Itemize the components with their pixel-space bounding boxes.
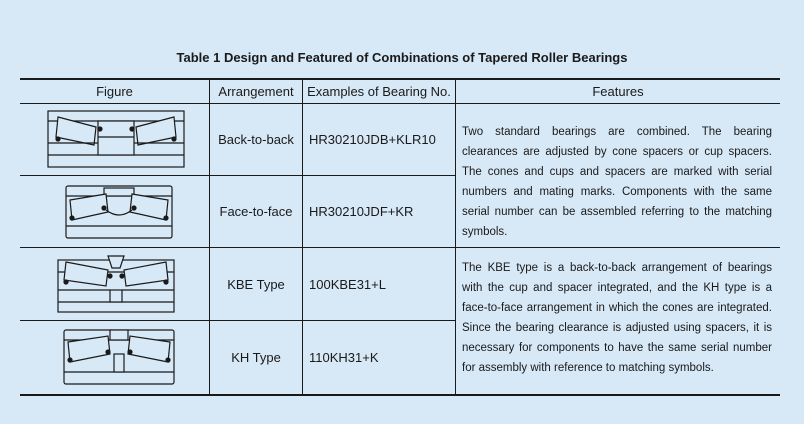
arrangement-cell: Back-to-back — [218, 132, 294, 147]
col-divider-2 — [302, 80, 303, 394]
face-to-face-bearing-diagram-icon — [62, 180, 176, 244]
table-bottom-rule — [20, 394, 780, 396]
header-features: Features — [592, 84, 644, 99]
arrangement-cell: KH Type — [231, 350, 281, 365]
kbe-type-bearing-diagram-icon — [54, 252, 178, 318]
features-text: The KBE type is a back-to-back arrangement of bearings with the cup and spacer integrated, and the KH type is a face-to-face arrangement in which the cones are integrated. Since the bearing clearance is adjusted using spacers, it is necessary for components to have the same serial number for assembly with reference to matching symbols. — [462, 262, 772, 374]
arrangement-cell: KBE Type — [227, 276, 285, 292]
example-cell: 100KBE31+L — [309, 276, 386, 292]
arrangement-cell: Face-to-face — [219, 204, 293, 219]
header-examples: Examples of Bearing No. — [307, 84, 451, 99]
example-cell: HR30210JDF+KR — [309, 204, 414, 219]
kh-type-bearing-diagram-icon — [60, 324, 178, 390]
back-to-back-bearing-diagram-icon — [44, 107, 188, 171]
header-arrangement: Arrangement — [218, 84, 294, 99]
header-figure: Figure — [96, 84, 133, 99]
example-cell: 110KH31+K — [309, 350, 379, 365]
col-divider-3 — [455, 80, 456, 394]
features-text: Two standard bearings are combined. The bearing clearances are adjusted by cone spacers or cup spacers. The cones and cups and spacers are marked with serial numbers and mating marks. Components with the same serial number can be assembled referring to the matching symbols. — [462, 126, 772, 238]
example-cell: HR30210JDB+KLR10 — [309, 132, 436, 147]
table-title: Table 1 Design and Featured of Combinations of Tapered Roller Bearings — [176, 50, 628, 65]
